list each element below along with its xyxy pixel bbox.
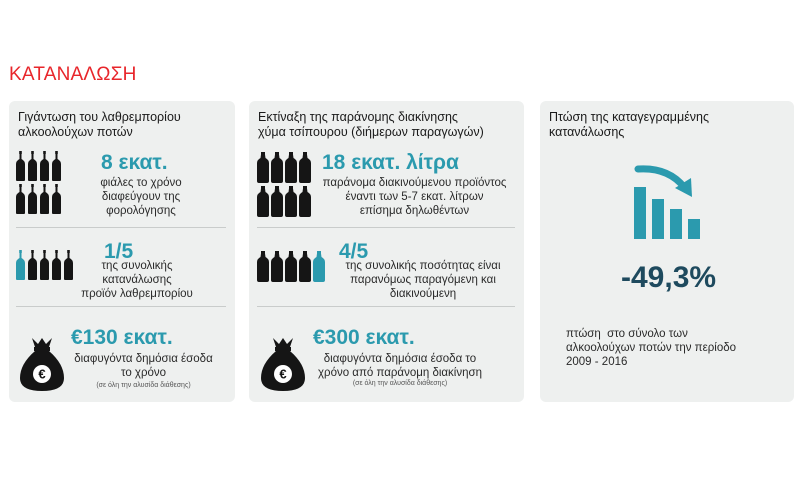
stat-text-line: αλκοολούχων ποτών την περίοδο: [566, 342, 737, 354]
stat-text-line: πτώση στο σύνολο των: [566, 328, 688, 340]
stat-value: €130 εκατ.: [71, 326, 173, 349]
panel-title-line: αλκοολούχων ποτών: [18, 125, 133, 139]
stat-text-line: διαφεύγουν της: [101, 191, 181, 203]
plastic-bottle-icon: [257, 251, 329, 285]
stat-value: €300 εκατ.: [313, 326, 415, 349]
stat-text-line: χρόνο από παράνομη διακίνηση: [317, 367, 482, 379]
panel-title: [549, 110, 709, 140]
consumption-drop-panel: [540, 101, 794, 402]
stat-text: [71, 176, 211, 218]
divider: [257, 306, 515, 307]
svg-text:€: €: [38, 366, 46, 382]
plastic-bottle-icon: [257, 152, 315, 218]
stat-text-line: προϊόν λαθρεμπορίου: [81, 288, 193, 300]
panel-title-line: Γιγάντωση του λαθρεμπορίου: [18, 110, 181, 124]
stat-text-line: της συνολικής ποσότητας είναι: [345, 260, 501, 272]
declining-bar-chart-icon: [628, 161, 708, 241]
stat-text-line: παρανόμως παραγόμενη και: [350, 274, 496, 286]
stat-text-line: φιάλες το χρόνο: [100, 177, 182, 189]
money-bag-euro-icon: [259, 334, 307, 392]
stat-text-line: διαφυγόντα δημόσια έσοδα: [74, 353, 213, 365]
stat-text: [71, 259, 203, 301]
stat-text-line: της συνολικής: [101, 260, 173, 272]
tsipouro-panel: [249, 101, 524, 402]
stat-text-line: διακινούμενη: [389, 288, 457, 300]
stat-text: [329, 259, 517, 301]
stat-text-line: το χρόνο: [120, 367, 167, 379]
percentage-value: -49,3%: [621, 261, 717, 294]
divider: [16, 227, 226, 228]
wine-bottle-icon: [15, 151, 71, 215]
svg-text:€: €: [279, 366, 287, 382]
stat-text-line: 2009 - 2016: [566, 356, 628, 368]
panel-title: [258, 110, 484, 140]
smuggling-panel: [9, 101, 235, 402]
stat-text: [71, 352, 216, 380]
divider: [16, 306, 226, 307]
panel-title-line: Εκτίναξη της παράνομης διακίνησης: [258, 110, 458, 124]
stat-value: 8 εκατ.: [101, 151, 168, 174]
stat-value: 4/5: [339, 240, 369, 263]
stat-value: 18 εκατ. λίτρα: [322, 151, 459, 174]
money-bag-euro-icon: [18, 334, 66, 392]
stat-text: [566, 327, 776, 369]
panel-title: [18, 110, 181, 140]
footnote: (σε όλη την αλυσίδα διάθεσης): [96, 382, 191, 389]
footnote: (σε όλη την αλυσίδα διάθεσης): [352, 380, 448, 387]
stat-text-line: κατανάλωσης: [102, 274, 172, 286]
panel-title-line: Πτώση της καταγεγραμμένης: [549, 110, 709, 124]
panel-title-line: κατανάλωσης: [549, 125, 625, 139]
stat-text: [311, 352, 489, 380]
stat-text-line: παράνομα διακινούμενου προϊόντος: [322, 177, 507, 189]
stat-value: 1/5: [104, 240, 134, 263]
stat-text-line: φορολόγησης: [106, 205, 176, 217]
stat-text: [317, 176, 512, 218]
stat-text-line: διαφυγόντα δημόσια έσοδα το: [323, 353, 477, 365]
divider: [257, 227, 515, 228]
stat-text-line: έναντι των 5-7 εκατ. λίτρων: [345, 191, 484, 203]
page-heading: ΚΑΤΑΝΑΛΩΣΗ: [9, 64, 137, 85]
stat-text-line: επίσημα δηλωθέντων: [359, 205, 470, 217]
panel-title-line: χύμα τσίπουρου (διήμερων παραγωγών): [258, 125, 484, 139]
